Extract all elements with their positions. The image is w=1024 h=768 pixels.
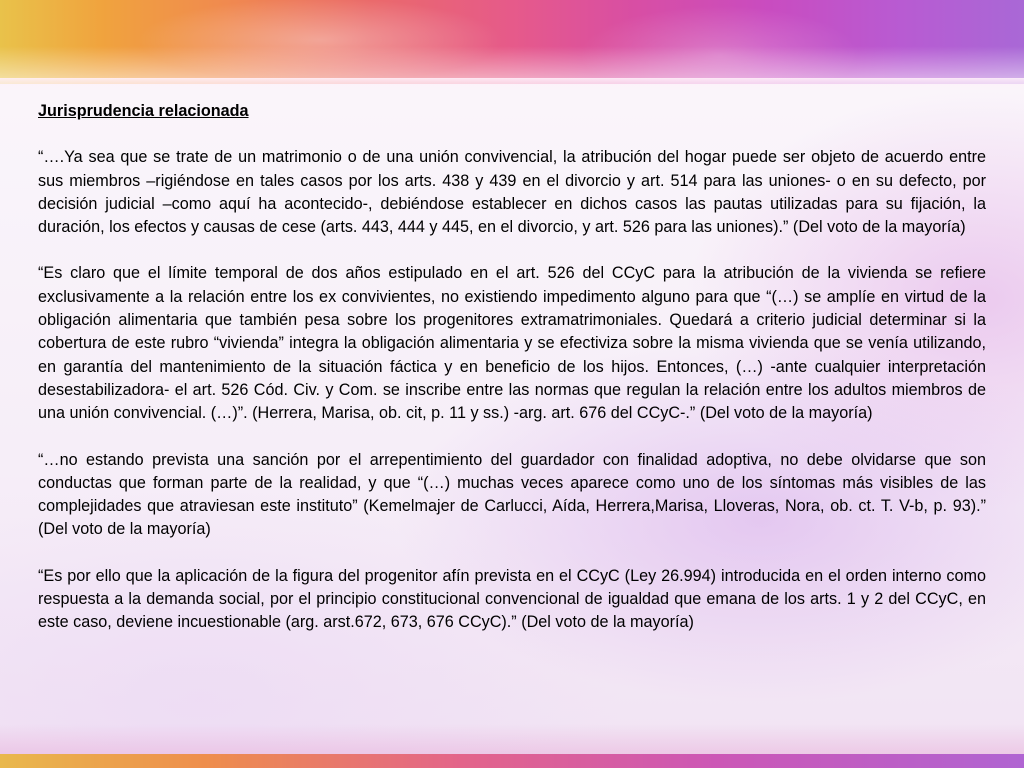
quote-paragraph-2: “Es claro que el límite temporal de dos años estipulado en el art. 526 del CCyC para la atribución de la vivienda se refiere exclusivamente a la relación entre los ex convivientes, no existiendo impedimento alguno para que “(…) se amplíe en virtud de la obligación alimentaria que también pesa sobre los progenitores extramatrimoniales. Quedará a criterio judicial determinar si la cobertura de este rubro “vivienda” integra la obligación alimentaria y se efectiviza sobre la misma vivienda que se venía utilizando, en garantía del mantenimiento de la situación fáctica y en beneficio de los hijos. Entonces, (…) -ante cualquier interpretación desestabilizadora- el art. 526 Cód. Civ. y Com. se inscribe entre las normas que regulan la relación entre los adultos miembros de una unión convivencial. (…)”. (Herrera, Marisa, ob. cit, p. 11 y ss.) -arg. art. 676 del CCyC-.” (Del voto de la mayoría)	[38, 264, 986, 423]
slide-content	[38, 100, 986, 635]
slide-heading: Jurisprudencia relacionada	[38, 102, 249, 120]
quote-paragraph-4: “Es por ello que la aplicación de la figura del progenitor afín prevista en el CCyC (Ley 26.994) introducida en el orden interno como respuesta a la demanda social, por el principio constitucional convencional de igualdad que emana de los arts. 1 y 2 del CCyC, en este caso, deviene incuestionable (arg. arst.672, 673, 676 CCyC).” (Del voto de la mayoría)	[38, 566, 986, 632]
decorative-top-band-highlight	[0, 78, 1024, 92]
quote-paragraph-1: “….Ya sea que se trate de un matrimonio o de una unión convivencial, la atribución del hogar puede ser objeto de acuerdo entre sus miembros –rigiéndose en tales casos por los arts. 438 y 439 en el divorcio y art. 514 para las uniones- o en su defecto, por decisión judicial –como aquí ha acontecido-, debiéndose establecer en dichos casos las pautas utilizadas para su fijación, la duración, los efectos y causas de cese (arts. 443, 444 y 445, en el divorcio, y art. 526 para las uniones).” (Del voto de la mayoría)	[38, 148, 986, 237]
quote-paragraph-3: “…no estando prevista una sanción por el arrepentimiento del guardador con finalidad adoptiva, no debe olvidarse que son conductas que forman parte de la realidad, y que “(…) muchas veces aparece como uno de los síntomas más visibles de las complejidades que atraviesan este instituto” (Kemelmajer de Carlucci, Aída, Herrera,Marisa, Lloveras, Nora, ob. ct. T. V-b, p. 93).” (Del voto de la mayoría)	[38, 450, 986, 539]
decorative-bottom-band	[0, 754, 1024, 768]
decorative-top-band	[0, 0, 1024, 84]
decorative-bottom-fade	[0, 724, 1024, 754]
